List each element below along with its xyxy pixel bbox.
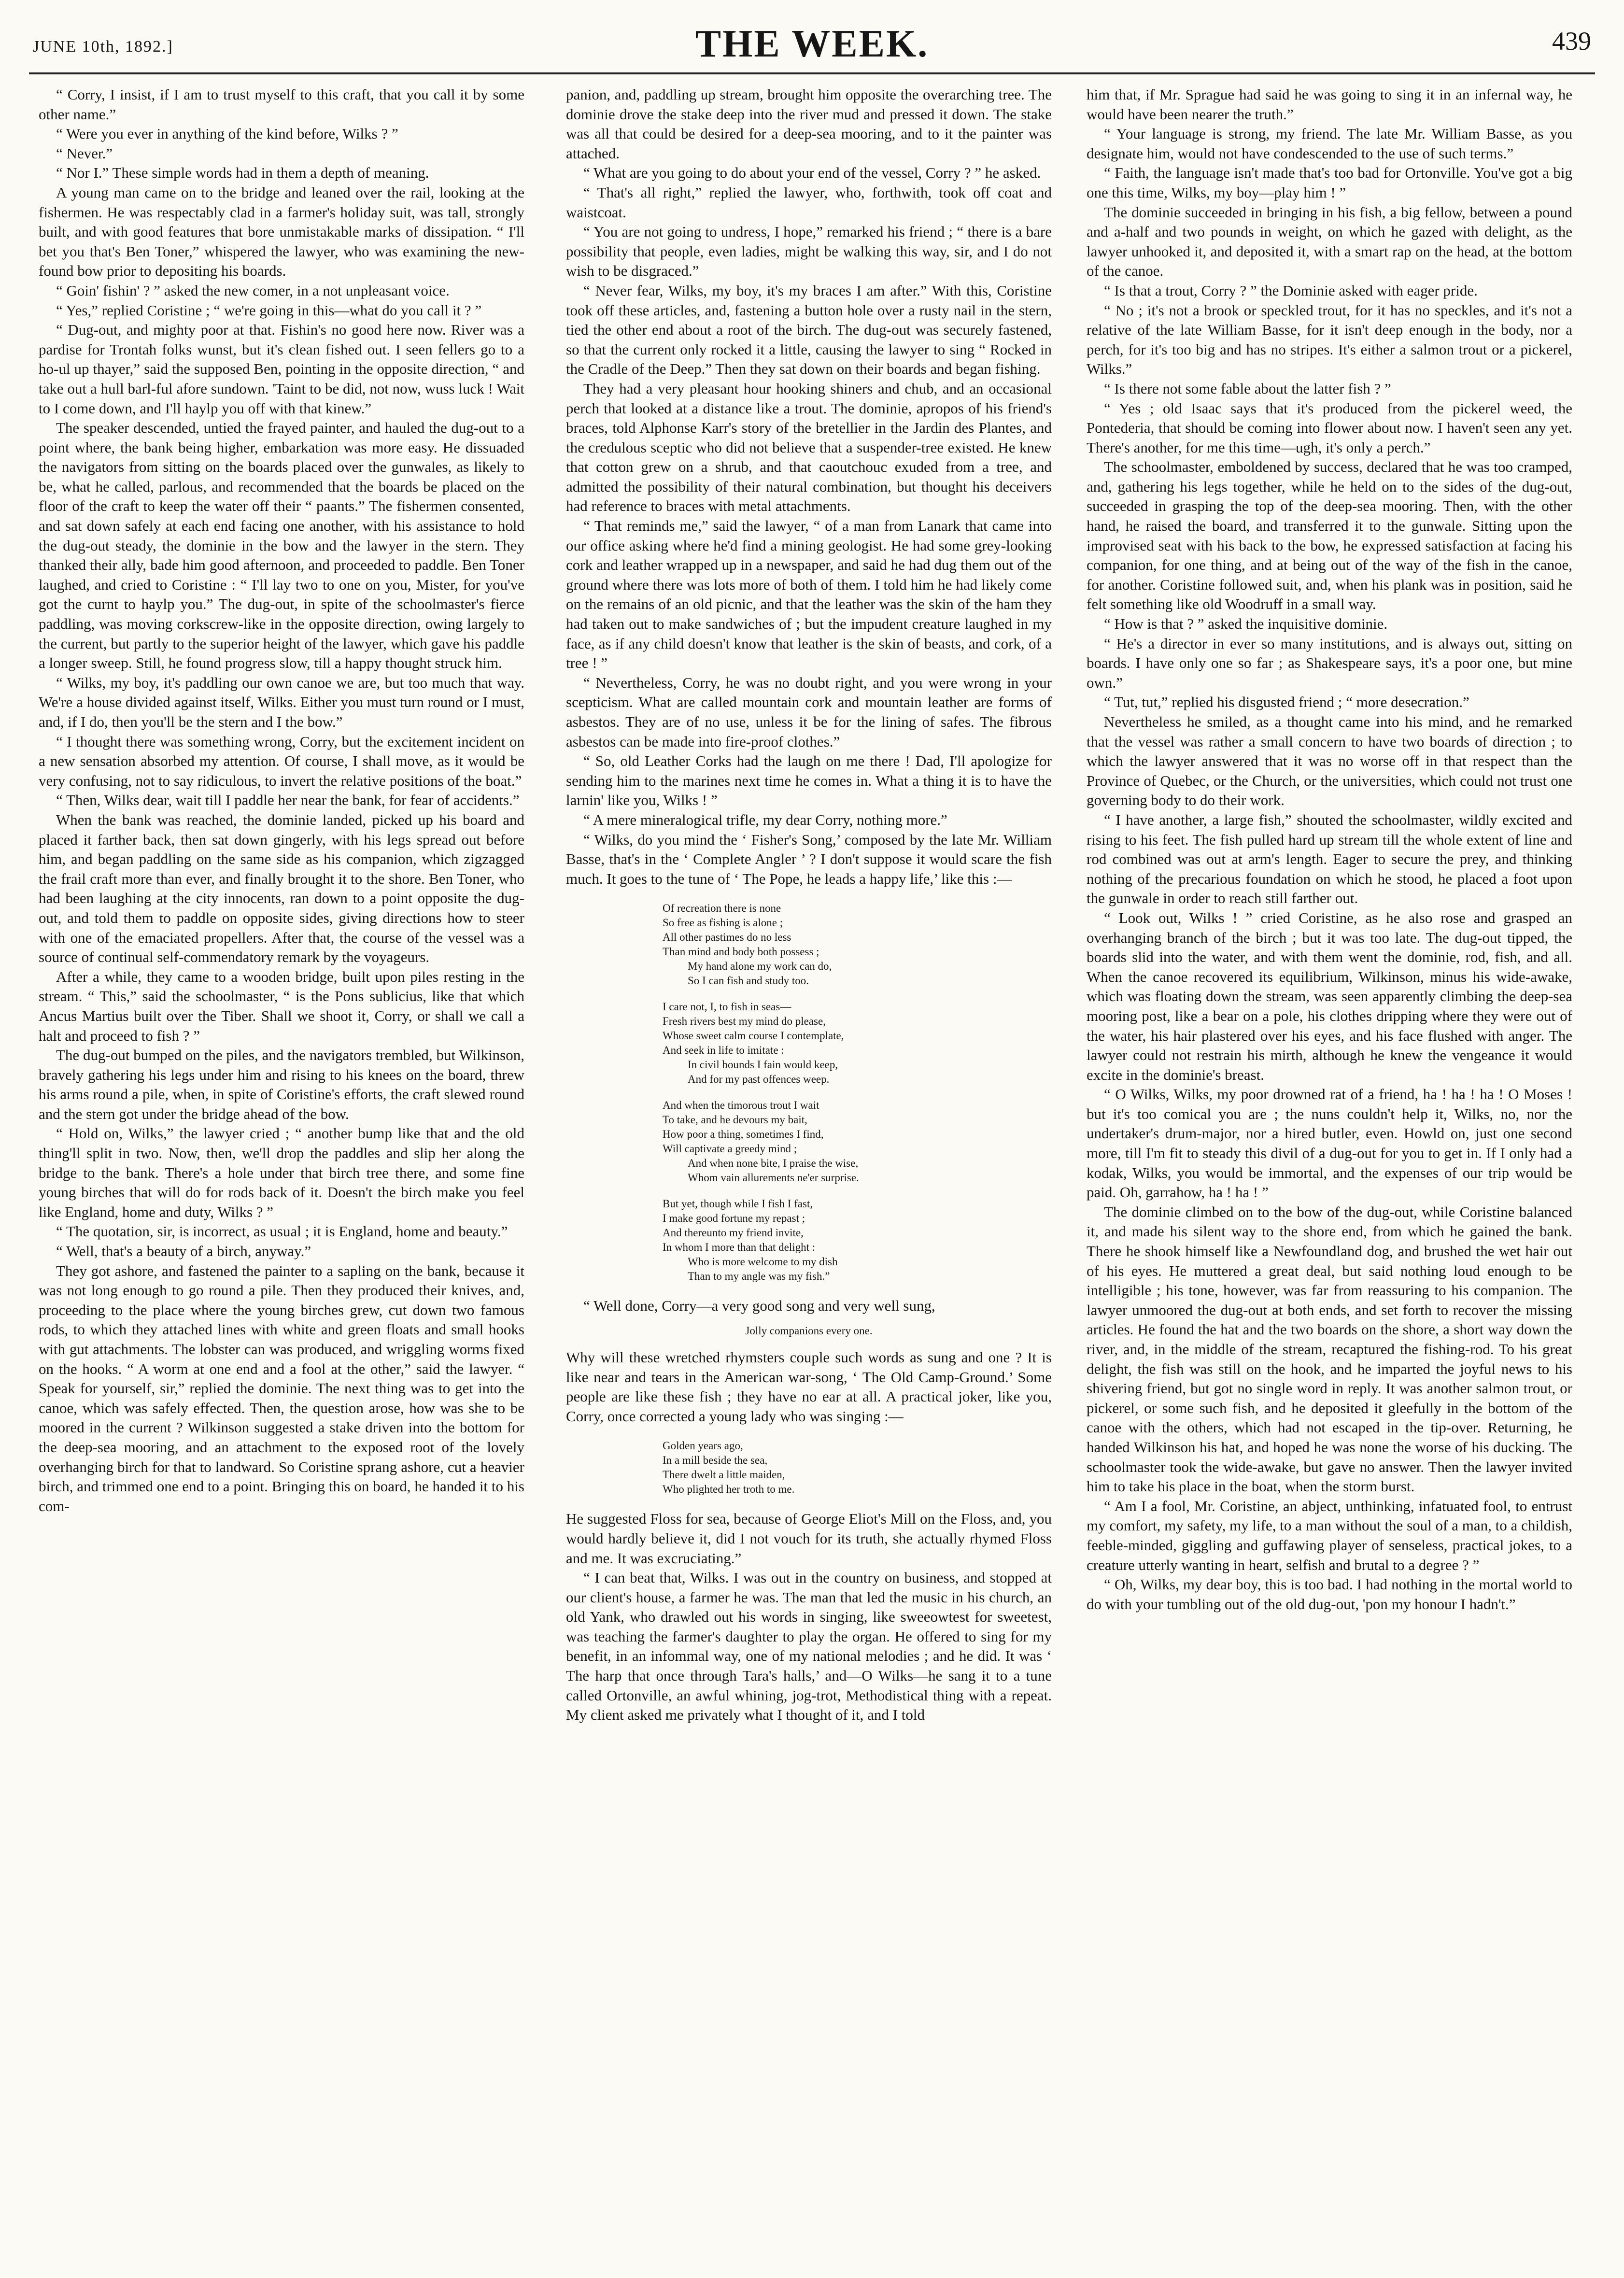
paragraph: “ I have another, a large fish,” shouted the schoolmaster, wildly excited and rising to his feet. The fish pulled hard up stream till the whole extent of line and rod combined was out at arm's length. Eager to secure the prey, and thinking nothing of the precarious foundation on which he stood, he placed a foot upon the gunwale in order to reach still farther out. (1087, 811, 1572, 907)
paragraph: “ Never.” (56, 144, 113, 162)
verse-line: Whom vain allurements ne'er surprise. (688, 1172, 859, 1184)
paragraph: “ How is that ? ” asked the inquisitive dominie. (1104, 615, 1388, 633)
verse-line: And thereunto my friend invite, (663, 1227, 804, 1239)
column-2-prose-c (566, 1348, 1052, 1426)
verse-line: I make good fortune my repast ; (663, 1212, 805, 1225)
verse-line: And seek in life to imitate : (663, 1044, 784, 1057)
verse-line: So I can fish and study too. (688, 975, 809, 987)
paragraph: “ Corry, I insist, if I am to trust myself to this craft, that you call it by some other name.” (39, 86, 524, 123)
paragraph: panion, and, paddling up stream, brought him opposite the overarching tree. The dominie drove the stake deep into the river mud and pressed it down. The stake was all that could be desired for a deep-sea mooring, and to it the painter was attached. (566, 86, 1052, 162)
paragraph: “ A mere mineralogical trifle, my dear Corry, nothing more.” (583, 811, 947, 828)
paragraph: “ Yes ; old Isaac says that it's produced from the pickerel weed, the Pontederia, that should be coming into flower about now. I haven't seen any yet. There's another, for me this time—ugh, it's only a perch.” (1087, 399, 1572, 456)
verse-line: And for my past offences weep. (688, 1073, 830, 1086)
paragraph: “ Never fear, Wilks, my boy, it's my braces I am after.” With this, Coristine took off these articles, and, fastening a button hole over a rusty nail in the stern, tied the other end about a root of the birch. The dug-out was securely fastened, so that the current only rocked it a little, causing the lawyer to sing “ Rocked in the Cradle of the Deep.” Then they sat down on their boards and began fishing. (566, 282, 1052, 378)
golden-years-verse (663, 1439, 1052, 1497)
paragraph: The speaker descended, untied the frayed painter, and hauled the dug-out to a point where, the bank being higher, embarkation was more easy. He dissuaded the navigators from sitting on the boards placed over the gunwales, as likely to be, what he called, parlous, and recommended that the boards be placed on the floor of the craft to keep the water off their “ paants.” The fishermen consented, and sat down safely at each end facing one another, with his assistance to hold the dug-out steady, the dominie in the bow and the lawyer in the stern. They thanked their ally, bade him good afternoon, and proceeded to paddle. Ben Toner laughed, and cried to Coristine : “ I'll lay two to one on you, Mister, for you've got the curnt to haylp you.” The dug-out, in spite of the schoolmaster's fierce paddling, was moving corkscrew-like in the opposite direction, owing largely to the current, but partly to the superior height of the lawyer, which gave his paddle a longer sweep. Still, he found progress slow, till a happy thought struck him. (39, 419, 524, 672)
paragraph: “ You are not going to undress, I hope,” remarked his friend ; “ there is a bare possibility that people, even ladies, might be walking this way, sir, and I do not wish to be disgraced.” (566, 223, 1052, 280)
paragraph: Why will these wretched rhymsters couple such words as sung and one ? It is like near and tears in the American war-song, ‘ The Old Camp-Ground.’ Some people are like these fish ; they have no ear at all. A practical joker, like you, Corry, once corrected a young lady who was singing :— (566, 1348, 1052, 1425)
verse-line: And when the timorous trout I wait (663, 1099, 819, 1112)
paragraph: “ Tut, tut,” replied his disgusted friend ; “ more desecration.” (1104, 693, 1469, 711)
verse-line: Of recreation there is none (663, 902, 781, 915)
paragraph: When the bank was reached, the dominie landed, picked up his board and placed it farther back, then sat down gingerly, with his legs spread out before him, and began paddling on the same side as his companion, which zigzagged the frail craft more than ever, and finally brought it to the shore. Ben Toner, who had been laughing at the city innocents, ran down to a point opposite the dug-out, and told them to paddle on opposite sides, giving directions how to steer with one of the emaciated propellers. After that, the course of the vessel was a source of continual self-commendatory remark by the voyageurs. (39, 811, 524, 966)
paragraph: “ So, old Leather Corks had the laugh on me there ! Dad, I'll apologize for sending him to the marines next time he comes in. What a thing it is to have the larnin' like you, Wilks ! ” (566, 752, 1052, 809)
issue-date: JUNE 10th, 1892.] (33, 38, 173, 56)
verse-line: Whose sweet calm course I contemplate, (663, 1030, 844, 1042)
verse-stanza (663, 1098, 1052, 1185)
verse-line: Fresh rivers best my mind do please, (663, 1015, 826, 1028)
paragraph: him that, if Mr. Sprague had said he was going to sing it in an infernal way, he would have been nearer the truth.” (1087, 86, 1572, 123)
verse-stanza (663, 1000, 1052, 1087)
header-rule (29, 72, 1595, 74)
paragraph: The dominie succeeded in bringing in his fish, a big fellow, between a pound and a-half and two pounds in weight, on which he gazed with delight, as the lawyer unhooked it, and deposited it, with a smart rap on the head, at the bottom of the canoe. (1087, 203, 1572, 280)
verse-line: So free as fishing is alone ; (663, 917, 783, 929)
paragraph: “ Faith, the language isn't made that's too bad for Ortonville. You've got a big one this time, Wilks, my boy—play him ! ” (1087, 164, 1572, 201)
column-1 (39, 85, 524, 2253)
paragraph: The schoolmaster, emboldened by success, declared that he was too cramped, and, gathering his legs together, while he held on to the sides of the dug-out, succeeded in grasping the top of the deep-sea mooring. Then, with the other hand, he raised the board, and transferred it to the gunwale. Sitting upon the improvised seat with his back to the bow, he expressed satisfaction at facing his companion, for one thing, and at being out of the way of the fish in the canoe, for another. Coristine followed suit, and, when his plank was in position, said he felt something like old Woodruff in a small way. (1087, 458, 1572, 613)
verse-line: There dwelt a little maiden, (663, 1469, 785, 1481)
column-3 (1087, 85, 1572, 2253)
verse-line: How poor a thing, sometimes I find, (663, 1128, 824, 1141)
paragraph: “ Oh, Wilks, my dear boy, this is too bad. I had nothing in the mortal world to do with your tumbling out of the old dug-out, 'pon my honour I hadn't.” (1087, 1576, 1572, 1613)
verse-line: I care not, I, to fish in seas— (663, 1001, 791, 1013)
paragraph: “ Goin' fishin' ? ” asked the new comer, in a not unpleasant voice. (56, 282, 450, 299)
verse-line: In whom I more than that delight : (663, 1241, 816, 1254)
verse-line: Golden years ago, (663, 1440, 743, 1452)
verse-line: All other pastimes do no less (663, 931, 791, 944)
column-2 (566, 85, 1052, 2253)
column-2-prose-a (566, 85, 1052, 889)
paragraph: “ Yes,” replied Coristine ; “ we're going in this—what do you call it ? ” (56, 301, 482, 319)
paragraph: “ Look out, Wilks ! ” cried Coristine, as he also rose and grasped an overhanging branch of the birch ; but it was too late. The dug-out tipped, the boards slid into the water, and with them went the dominie, rod, fish, and all. When the canoe recovered its equilibrium, Wilkinson, minus his wide-awake, which was floating down the stream, was seen apparently climbing the deep-sea mooring post, like a bear on a pole, his clothes dripping where they were out of the water, his hair plastered over his eyes, and his face flushed with anger. The lawyer could not restrain his mirth, although he knew the vengeance it would excite in the dominie's breast. (1087, 909, 1572, 1083)
paragraph: “ I thought there was something wrong, Corry, but the excitement incident on a new sensation absorbed my attention. Of course, I shall move, as it would be very confusing, not to say ridiculous, to invert the relative positions of the boat.” (39, 733, 524, 789)
paragraph: “ Were you ever in anything of the kind before, Wilks ? ” (56, 125, 398, 142)
verse-line: Who is more welcome to my dish (688, 1256, 838, 1268)
paragraph: After a while, they came to a wooden bridge, built upon piles resting in the stream. “ This,” said the schoolmaster, “ is the Pons sublicius, like that which Ancus Martius built over the Tiber. Shall we shoot it, Corry, or shall we call a halt and proceed to fish ? ” (39, 968, 524, 1044)
paragraph: “ Your language is strong, my friend. The late Mr. William Basse, as you designate him, would not have condescended to the use of such terms.” (1087, 125, 1572, 162)
verse-stanza (663, 1197, 1052, 1284)
paragraph: “ Then, Wilks dear, wait till I paddle her near the bank, for fear of accidents.” (56, 792, 520, 809)
verse-line: In a mill beside the sea, (663, 1454, 768, 1467)
paragraph: “ Well done, Corry—a very good song and very well sung, (583, 1297, 935, 1315)
paragraph: They got ashore, and fastened the painter to a sapling on the bank, because it was not long enough to go round a pile. Then they produced their knives, and, proceeding to the place where the young birches grew, cut down two famous rods, to which they attached lines with white and green floats and small hooks with gut attachments. The lobster can was produced, and wriggling worms fixed on the hooks. “ A worm at one end and a fool at the other,” said the lawyer. “ Speak for yourself, sir,” replied the dominie. The next thing was to get into the canoe, which was safely effected. Then, the question arose, how was she to be moored in the current ? Wilkinson suggested a stake driven into the bottom for the deep-sea mooring, and an attachment to the exposed root of the lovely overhanging birch for that to landward. So Coristine sprang ashore, cut a heavier birch, and trimmed one end to a point. Bringing this on board, he handed it to his com- (39, 1262, 524, 1514)
paragraph: “ Dug-out, and mighty poor at that. Fishin's no good here now. River was a pardise for Trontah folks wunst, but it's clean fished out. I seen fellers go to a ho-ul up thayer,” said the supposed Ben, pointing in the opposite direction, “ and take out a hull barl-ful afore sundown. 'Taint to be did, not now, wuss luck ! Wait to I come down, and I'll haylp you off with that kinew.” (39, 321, 524, 417)
paragraph: “ He's a director in ever so many institutions, and is always out, sitting on boards. I have only one so far ; as Shakespeare says, it's a poor one, but mine own.” (1087, 635, 1572, 691)
paragraph: “ The quotation, sir, is incorrect, as usual ; it is England, home and beauty.” (56, 1223, 508, 1240)
paragraph: “ Nevertheless, Corry, he was no doubt right, and you were wrong in your scepticism. What are called mountain cork and mountain leather are forms of asbestos. They are of no use, unless it be for the lining of safes. The fibrous asbestos can be made into fire-proof clothes.” (566, 674, 1052, 750)
paragraph: “ Am I a fool, Mr. Coristine, an abject, unthinking, infatuated fool, to entrust my comfort, my safety, my life, to a man without the soul of a man, to a childish, feeble-minded, giggling and guffawing player of senseless, practical jokes, to a creature utterly wanting in heart, selfish and brutal to a degree ? ” (1087, 1497, 1572, 1573)
paragraph: He suggested Floss for sea, because of George Eliot's Mill on the Floss, and, you would hardly believe it, did I not vouch for its truth, she actually rhymed Floss and me. It was excruciating.” (566, 1510, 1052, 1567)
paragraph: “ Is there not some fable about the latter fish ? ” (1104, 380, 1391, 397)
fishers-song-verse (663, 901, 1052, 1284)
paragraph: “ Is that a trout, Corry ? ” the Dominie asked with eager pride. (1104, 282, 1478, 299)
verse-line: And when none bite, I praise the wise, (688, 1157, 859, 1170)
paragraph: “ That reminds me,” said the lawyer, “ of a man from Lanark that came into our office asking where he'd find a mining geologist. He had some grey-looking cork and leather wrapped up in a newspaper, and said he had dug them out of the ground where there was lots more of both of them. I told him he had likely come on the remains of an old picnic, and that the leather was the skin of the ham they had taken out to make sandwiches of ; but the impudent creature laughed in my face, as if any child doesn't know that leather is the skin of beasts, and cork, of a tree ! ” (566, 517, 1052, 672)
paragraph: The dominie climbed on to the bow of the dug-out, while Coristine balanced it, and made his silent way to the shore end, from which he gained the bank. There he shook himself like a Newfoundland dog, and brushed the wet hair out of his eyes. He muttered a great deal, but said nothing loud enough to be intelligible ; his tone, however, was far from reassuring to his companion. The lawyer unmoored the dug-out at both ends, and set forth to recover the missing articles. He found the hat and the two boards on the shore, a short way down the river, and, in the middle of the stream, recaptured the fishing-rod. To his great delight, the fish was still on the hook, and he imparted the joyful news to his shivering friend, but got no single word in reply. It was another salmon trout, or pickerel, or some such fish, and he deposited it gleefully in the bottom of the canoe with the others, which had not escaped in the tip-over. Returning, he handed Wilkinson his hat, and hoped he was none the worse of his ducking. The schoolmaster took the wide-awake, but gave no answer. Then the lawyer invited him to take his place in the boat, when the storm burst. (1087, 1203, 1572, 1495)
paragraph: They had a very pleasant hour hooking shiners and chub, and an occasional perch that looked at a distance like a trout. The dominie, apropos of his friend's braces, told Alphonse Karr's story of the bretellier in the Jardin des Plantes, and the credulous sceptic who did not believe that a suspender-tree existed. He knew that cotton grew on a shrub, and that caoutchouc exuded from a tree, and admitted the possibility of their natural combination, but thought his deceivers had reference to braces with metal attachments. (566, 380, 1052, 515)
masthead (29, 19, 1595, 72)
column-2-prose-b (566, 1296, 1052, 1316)
jolly-companions-line: Jolly companions every one. (745, 1324, 873, 1337)
verse-line: To take, and he devours my bait, (663, 1114, 807, 1126)
paragraph: “ No ; it's not a brook or speckled trout, for it has no speckles, and it's not a relative of the late William Basse, for it isn't deep enough in the body, nor a perch, for it's too big and has no stripes. It's either a salmon trout or a pickerel, Wilks.” (1087, 301, 1572, 378)
paragraph: Nevertheless he smiled, as a thought came into his mind, and he remarked that the vessel was rather a small concern to have two boards of direction ; to which the lawyer answered that it was no worse off in that respect than the Province of Quebec, or the Church, or the universities, which could not trust one governing body to do their work. (1087, 713, 1572, 809)
verse-line: Will captivate a greedy mind ; (663, 1143, 797, 1155)
paragraph: “ What are you going to do about your end of the vessel, Corry ? ” he asked. (583, 164, 1041, 182)
verse-line: Than to my angle was my fish.” (688, 1270, 830, 1283)
paragraph: “ I can beat that, Wilks. I was out in the country on business, and stopped at our client's house, a farmer he was. The man that led the music in his church, an old Yank, who drawled out his words in singing, like sweeowtest for sweetest, was teaching the farmer's daughter to play the organ. He offered to sing for my benefit, in an infommal way, one of my national melodies ; and he did. It was ‘ The harp that once through Tara's halls,’ and—O Wilks—he sang it to a tune called Ortonville, an awful whining, jog-trot, Methodistical thing with a repeat. My client asked me privately what I thought of it, and I told (566, 1569, 1052, 1724)
paragraph: “ Nor I.” These simple words had in them a depth of meaning. (56, 164, 429, 182)
verse-stanza (663, 901, 1052, 988)
paragraph: “ Wilks, do you mind the ‘ Fisher's Song,’ composed by the late Mr. William Basse, that's in the ‘ Complete Angler ’ ? I don't suppose it would scare the fish much. It goes to the tune of ‘ The Pope, he leads a happy life,’ like this :— (566, 831, 1052, 887)
paragraph: “ Hold on, Wilks,” the lawyer cried ; “ another bump like that and the old thing'll split in two. Now, then, we'll drop the paddles and slip her along the bridge to the bank. There's a hole under that birch tree there, and some fine young birches that will do for rods back of it. Doesn't the birch make you feel like England, home and duty, Wilks ? ” (39, 1125, 524, 1220)
paragraph: “ Wilks, my boy, it's paddling our own canoe we are, but too much that way. We're a house divided against itself, Wilks. Either you must turn round or I must, and, if I do, then you'll be the stern and I the bow.” (39, 674, 524, 730)
paragraph: “ That's all right,” replied the lawyer, who, forthwith, took off coat and waistcoat. (566, 184, 1052, 221)
verse-line: Who plighted her troth to me. (663, 1483, 795, 1496)
paragraph: The dug-out bumped on the piles, and the navigators trembled, but Wilkinson, bravely gathering his legs under him and rising to his knees on the board, threw his arms round a pile, when, in spite of Coristine's efforts, the craft slewed round and the stern got under the bridge ahead of the bow. (39, 1047, 524, 1122)
paragraph: A young man came on to the bridge and leaned over the rail, looking at the fishermen. He was respectably clad in a farmer's holiday suit, was tall, strongly built, and with good features that bore unmistakable marks of dissipation. “ I'll bet you that's Ben Toner,” whispered the lawyer, who was examining the new-found bow prior to depositing his boards. (39, 184, 524, 280)
verse-line: In civil bounds I fain would keep, (688, 1059, 838, 1071)
paragraph: “ O Wilks, Wilks, my poor drowned rat of a friend, ha ! ha ! ha ! O Moses ! but it's too comical you are ; the nuns couldn't help it, Wilks, no, nor the undertaker's drum-major, nor a hired butler, even. Howld on, just one second more, till I'm fit to steady this divil of a dug-out for you to get in. If I only had a kodak, Wilks, you would be immortal, and the expenses of our trip would be paid. Oh, garrahow, ha ! ha ! ” (1087, 1086, 1572, 1201)
column-2-prose-d (566, 1509, 1052, 1725)
verse-line: But yet, though while I fish I fast, (663, 1198, 813, 1210)
page-number: 439 (1552, 27, 1591, 56)
publication-title: THE WEEK. (695, 23, 929, 65)
verse-line: My hand alone my work can do, (688, 960, 832, 973)
paragraph: “ Well, that's a beauty of a birch, anyway.” (56, 1243, 311, 1260)
verse-line: Than mind and body both possess ; (663, 946, 819, 958)
